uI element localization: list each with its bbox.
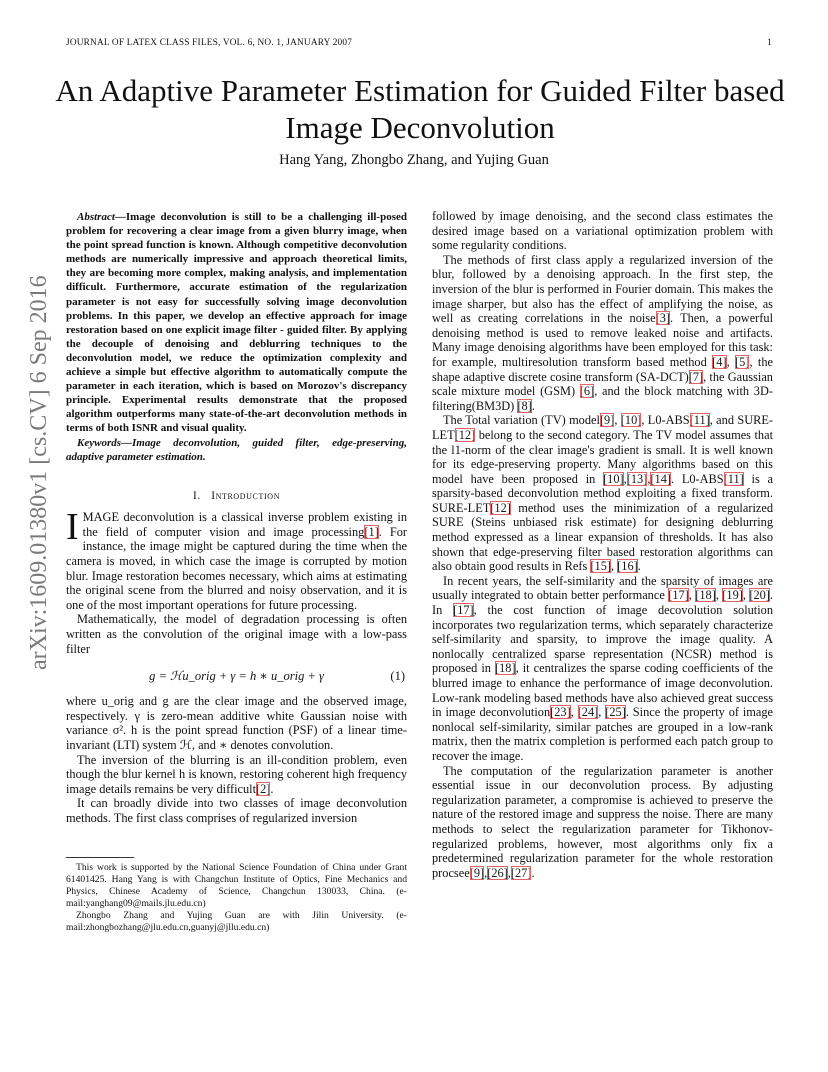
paragraph-text: . Since the property of image nonlocal self-similarity, similar patches are grouped in a low-rank matrix, then the matrix completion is performed each patch group to recover the image. xyxy=(432,705,774,763)
paragraph-text: method uses the minimization of a regularized SURE (Steins unbiased risk estimate) for designing deblurring method expressed as a linear expansion of thresholds. It has also shown that edge-preserving filter based restoration algorithms can also obtain good results in Refs xyxy=(432,500,773,574)
citation-link[interactable]: [10] xyxy=(603,471,624,486)
running-head xyxy=(66,38,772,48)
citation-link[interactable]: [6] xyxy=(579,384,595,399)
paragraph-text: , it centralizes the sparse coding coefficients of the blurred image to enhance the performance of image deconvolution. Low-rank modeling based methods have also achieved great success in image deconvolution xyxy=(432,661,773,720)
right-paragraph-3 xyxy=(432,413,773,574)
right-paragraph-1: followed by image denoising, and the second class estimates the desired image based on a variational optimization problem with some regularity conditions. xyxy=(432,209,773,253)
abstract-text: Image deconvolution is still to be a challenging ill-posed problem for recovering a clear image from a given blurry image, when the point spread function is known. Although competitive deconvolution methods are numerically impressive and approach theoretical limits, they are becoming more complex, making analysis, and implementation difficult. Furthermore, accurate estimation of the regularization parameter is not easy for successfully solving image deconvolution problems. In this paper, we develop an effective approach for image restoration based on one explicit image filter - guided filter. By applying the decouple of denoising and deblurring techniques to the deconvolution model, we reduce the optimization complexity and achieve a simple but effective algorithm to automatically compute the parameter in each iteration, which is based on Morozov's discrepancy principle. Experimental results demonstrate that the proposed algorithm outperforms many state-of-the-art deconvolution methods in terms of both ISNR and visual quality. xyxy=(66,211,407,435)
drop-cap: I xyxy=(66,506,79,549)
paragraph-text: , the shape adaptive discrete cosine transform (SA-DCT) xyxy=(432,354,774,384)
section-title: Introduction xyxy=(211,489,280,502)
abstract xyxy=(66,210,407,436)
paper-title: An Adaptive Parameter Estimation for Guided Filter based Image Deconvolution xyxy=(55,73,785,145)
funding-footnote: This work is supported by the National Science Foundation of China under Grant 61401425. Hang Yang is with Changchun Institute of Optics, Fine Mechanics and Physics, Chinese Academy of Science, Changchun 130033, China. (e-mail:yanghang09@mails.jlu.edu.cn) xyxy=(66,862,407,909)
equation-1 xyxy=(66,661,407,691)
intro-paragraph-5: It can broadly divide into two classes of image deconvolution methods. The first class comprises of regularized inversion xyxy=(66,796,407,825)
paragraph-text: . xyxy=(270,781,274,796)
citation-link[interactable]: [10] xyxy=(620,413,642,428)
paragraph-text: belong to the second category. The TV model assumes that the l1-norm of the clear image's gradient is small. It is well known for its edge-preserving property. Many algorithms based on this model have been proposed in xyxy=(432,427,773,486)
citation-link[interactable]: [18] xyxy=(494,661,516,676)
citation-link[interactable]: [20] xyxy=(749,588,770,603)
equation-body: g = ℋu_orig + γ = h ∗ u_orig + γ xyxy=(149,669,324,684)
citation-link[interactable]: [5] xyxy=(735,354,750,369)
citation-link[interactable]: [19] xyxy=(722,588,743,603)
footnote-divider xyxy=(66,857,134,858)
paragraph-text: . xyxy=(531,398,535,413)
paragraph-text: , and the block matching with 3D-filtering(BM3D) xyxy=(432,384,773,413)
paragraph-text: MAGE deconvolution is a classical inverse problem existing in the field of computer vision and image processing xyxy=(82,510,407,539)
citation-link[interactable]: [14] xyxy=(650,471,671,486)
paragraph-text: , xyxy=(623,471,627,486)
citation-link[interactable]: [23] xyxy=(550,705,571,720)
paragraph-text: , xyxy=(742,588,750,603)
citation-link[interactable]: [17] xyxy=(668,588,689,603)
citation-link[interactable]: [8] xyxy=(517,398,532,413)
paragraph-text: , xyxy=(570,705,578,720)
citation-link[interactable]: [12] xyxy=(490,500,511,515)
citation-link[interactable]: [9] xyxy=(469,865,485,880)
citation-link[interactable]: [2] xyxy=(256,781,271,796)
citation-link[interactable]: [11] xyxy=(689,413,710,428)
right-paragraph-5 xyxy=(432,764,773,881)
paragraph-text: , xyxy=(610,559,618,574)
paragraph-text: , xyxy=(647,471,651,486)
arxiv-identifier[interactable]: arXiv:1609.01380v1 [cs.CV] 6 Sep 2016 xyxy=(26,275,52,670)
journal-header: JOURNAL OF LATEX CLASS FILES, VOL. 6, NO. 1, JANUARY 2007 xyxy=(66,38,353,48)
paragraph-text: . Then, a powerful denoising method is used to remove leaked noise and artifacts. Many image denoising algorithms have been employed for this task: for example, multiresolution transform based method xyxy=(432,311,773,369)
citation-link[interactable]: [27] xyxy=(510,865,532,880)
paragraph-text: , xyxy=(598,705,606,720)
citation-link[interactable]: [16] xyxy=(617,559,638,574)
right-paragraph-4 xyxy=(432,574,773,764)
citation-link[interactable]: [15] xyxy=(590,559,611,574)
citation-link[interactable]: [3] xyxy=(655,311,670,326)
intro-paragraph-4 xyxy=(66,753,407,797)
intro-paragraph-2: Mathematically, the model of degradation processing is often written as the convolution of the original image with a low-pass filter xyxy=(66,612,407,656)
paragraph-text: . In xyxy=(432,588,774,618)
paragraph-text: . xyxy=(531,865,535,880)
citation-link[interactable]: [26] xyxy=(487,865,508,880)
paragraph-text: The Total variation (TV) model xyxy=(443,413,600,428)
citation-link[interactable]: [11] xyxy=(723,471,744,486)
paragraph-text: . L0-ABS xyxy=(670,471,724,486)
citation-link[interactable]: [24] xyxy=(577,705,599,720)
citation-link[interactable]: [12] xyxy=(454,427,476,442)
footnotes xyxy=(66,862,407,934)
abstract-label: Abstract— xyxy=(77,211,126,223)
paragraph-text: , xyxy=(715,588,723,603)
paragraph-text: , L0-ABS xyxy=(641,413,690,428)
paragraph-text: , xyxy=(614,413,621,428)
paragraph-text: , the cost function of image decovolution solution incorporates two regularization terms, which separately characterize self-similarity and sparsity, to improve the image quality. A nonlocally centralized sparse representation (NCSR) method is proposed in xyxy=(432,603,773,676)
paragraph-text: , xyxy=(688,588,696,603)
author-list: Hang Yang, Zhongbo Zhang, and Yujing Guan xyxy=(279,152,549,168)
paragraph-text: The computation of the regularization parameter is another essential issue in our deconvolution process. By adjusting regularization parameter, a compromise is achieved to preserve the nature of the restored image and suppress the noise. There are many methods to select the regularization parameter for Tikhonov-regularized problems, however, most algorithms only fix a predetermined regularization parameter for the whole restoration procsee xyxy=(432,763,773,880)
equation-number: (1) xyxy=(390,669,405,684)
right-column xyxy=(432,209,773,880)
left-column xyxy=(66,210,407,826)
affiliation-footnote: Zhongbo Zhang and Yujing Guan are with Jilin University. (e-mail:zhongbozhang@jlu.edu.cn,guanyj@jllu.edu.cn) xyxy=(66,910,407,933)
section-heading xyxy=(66,489,407,504)
paragraph-text: In recent years, the self-similarity and the sparsity of images are usually integrated to obtain better performance xyxy=(432,573,773,603)
keywords-text: Image deconvolution, guided filter, edge-preserving, adaptive parameter estimation. xyxy=(66,436,407,463)
paragraph-text: . xyxy=(637,559,641,574)
citation-link[interactable]: [25] xyxy=(605,705,626,720)
paragraph-text: , xyxy=(726,354,736,369)
keywords-label: Keywords— xyxy=(77,436,132,449)
paragraph-text: , xyxy=(484,865,488,880)
citation-link[interactable]: [4] xyxy=(712,354,727,369)
citation-link[interactable]: [17] xyxy=(453,603,474,618)
citation-link[interactable]: [7] xyxy=(688,369,704,384)
paragraph-text: The methods of first class apply a regularized inversion of the blur, followed by a denoising approach. In the first step, the inversion of the blur is performed in Fourier domain. This makes the image sharper, but also has the effect of amplifying the noise, as well as creating correlations in the noise xyxy=(432,252,773,326)
paragraph-text: is a sparsity-based deconvolution method exploiting a fixed transform. SURE-LET xyxy=(432,471,773,515)
paragraph-text: , the Gaussian scale mixture model (GSM) xyxy=(432,369,773,399)
citation-link[interactable]: [18] xyxy=(695,588,716,603)
paragraph-text: . For instance, the image might be captured during the time when the camera is moved, in which case the image is corrupted by motion blur. Image restoration becomes necessary, which aims at estimating the original scene from the blurred and noisy observation, and it is one of the most important operations for future processing. xyxy=(66,524,408,612)
section-number: I. xyxy=(193,489,201,502)
paragraph-text: The inversion of the blurring is an ill-condition problem, even though the blur kernel h is known, restoring coherent high frequency image details remains be very difficult xyxy=(66,752,407,796)
intro-paragraph-3: where u_orig and g are the clear image and the observed image, respectively. γ is zero-mean additive white Gaussian noise with variance σ². h is the point spread function (PSF) of a linear time-invariant (LTI) system ℋ, and ∗ denotes convolution. xyxy=(66,694,407,752)
citation-link[interactable]: [9] xyxy=(599,413,615,428)
intro-paragraph-1 xyxy=(66,506,408,612)
citation-link[interactable]: [13] xyxy=(626,471,648,486)
citation-link[interactable]: [1] xyxy=(364,524,379,539)
page-number: 1 xyxy=(767,38,772,48)
right-paragraph-2 xyxy=(432,253,773,414)
paragraph-text: , xyxy=(507,865,511,880)
paragraph-text: , and SURE-LET xyxy=(432,413,773,442)
keywords xyxy=(66,436,407,464)
